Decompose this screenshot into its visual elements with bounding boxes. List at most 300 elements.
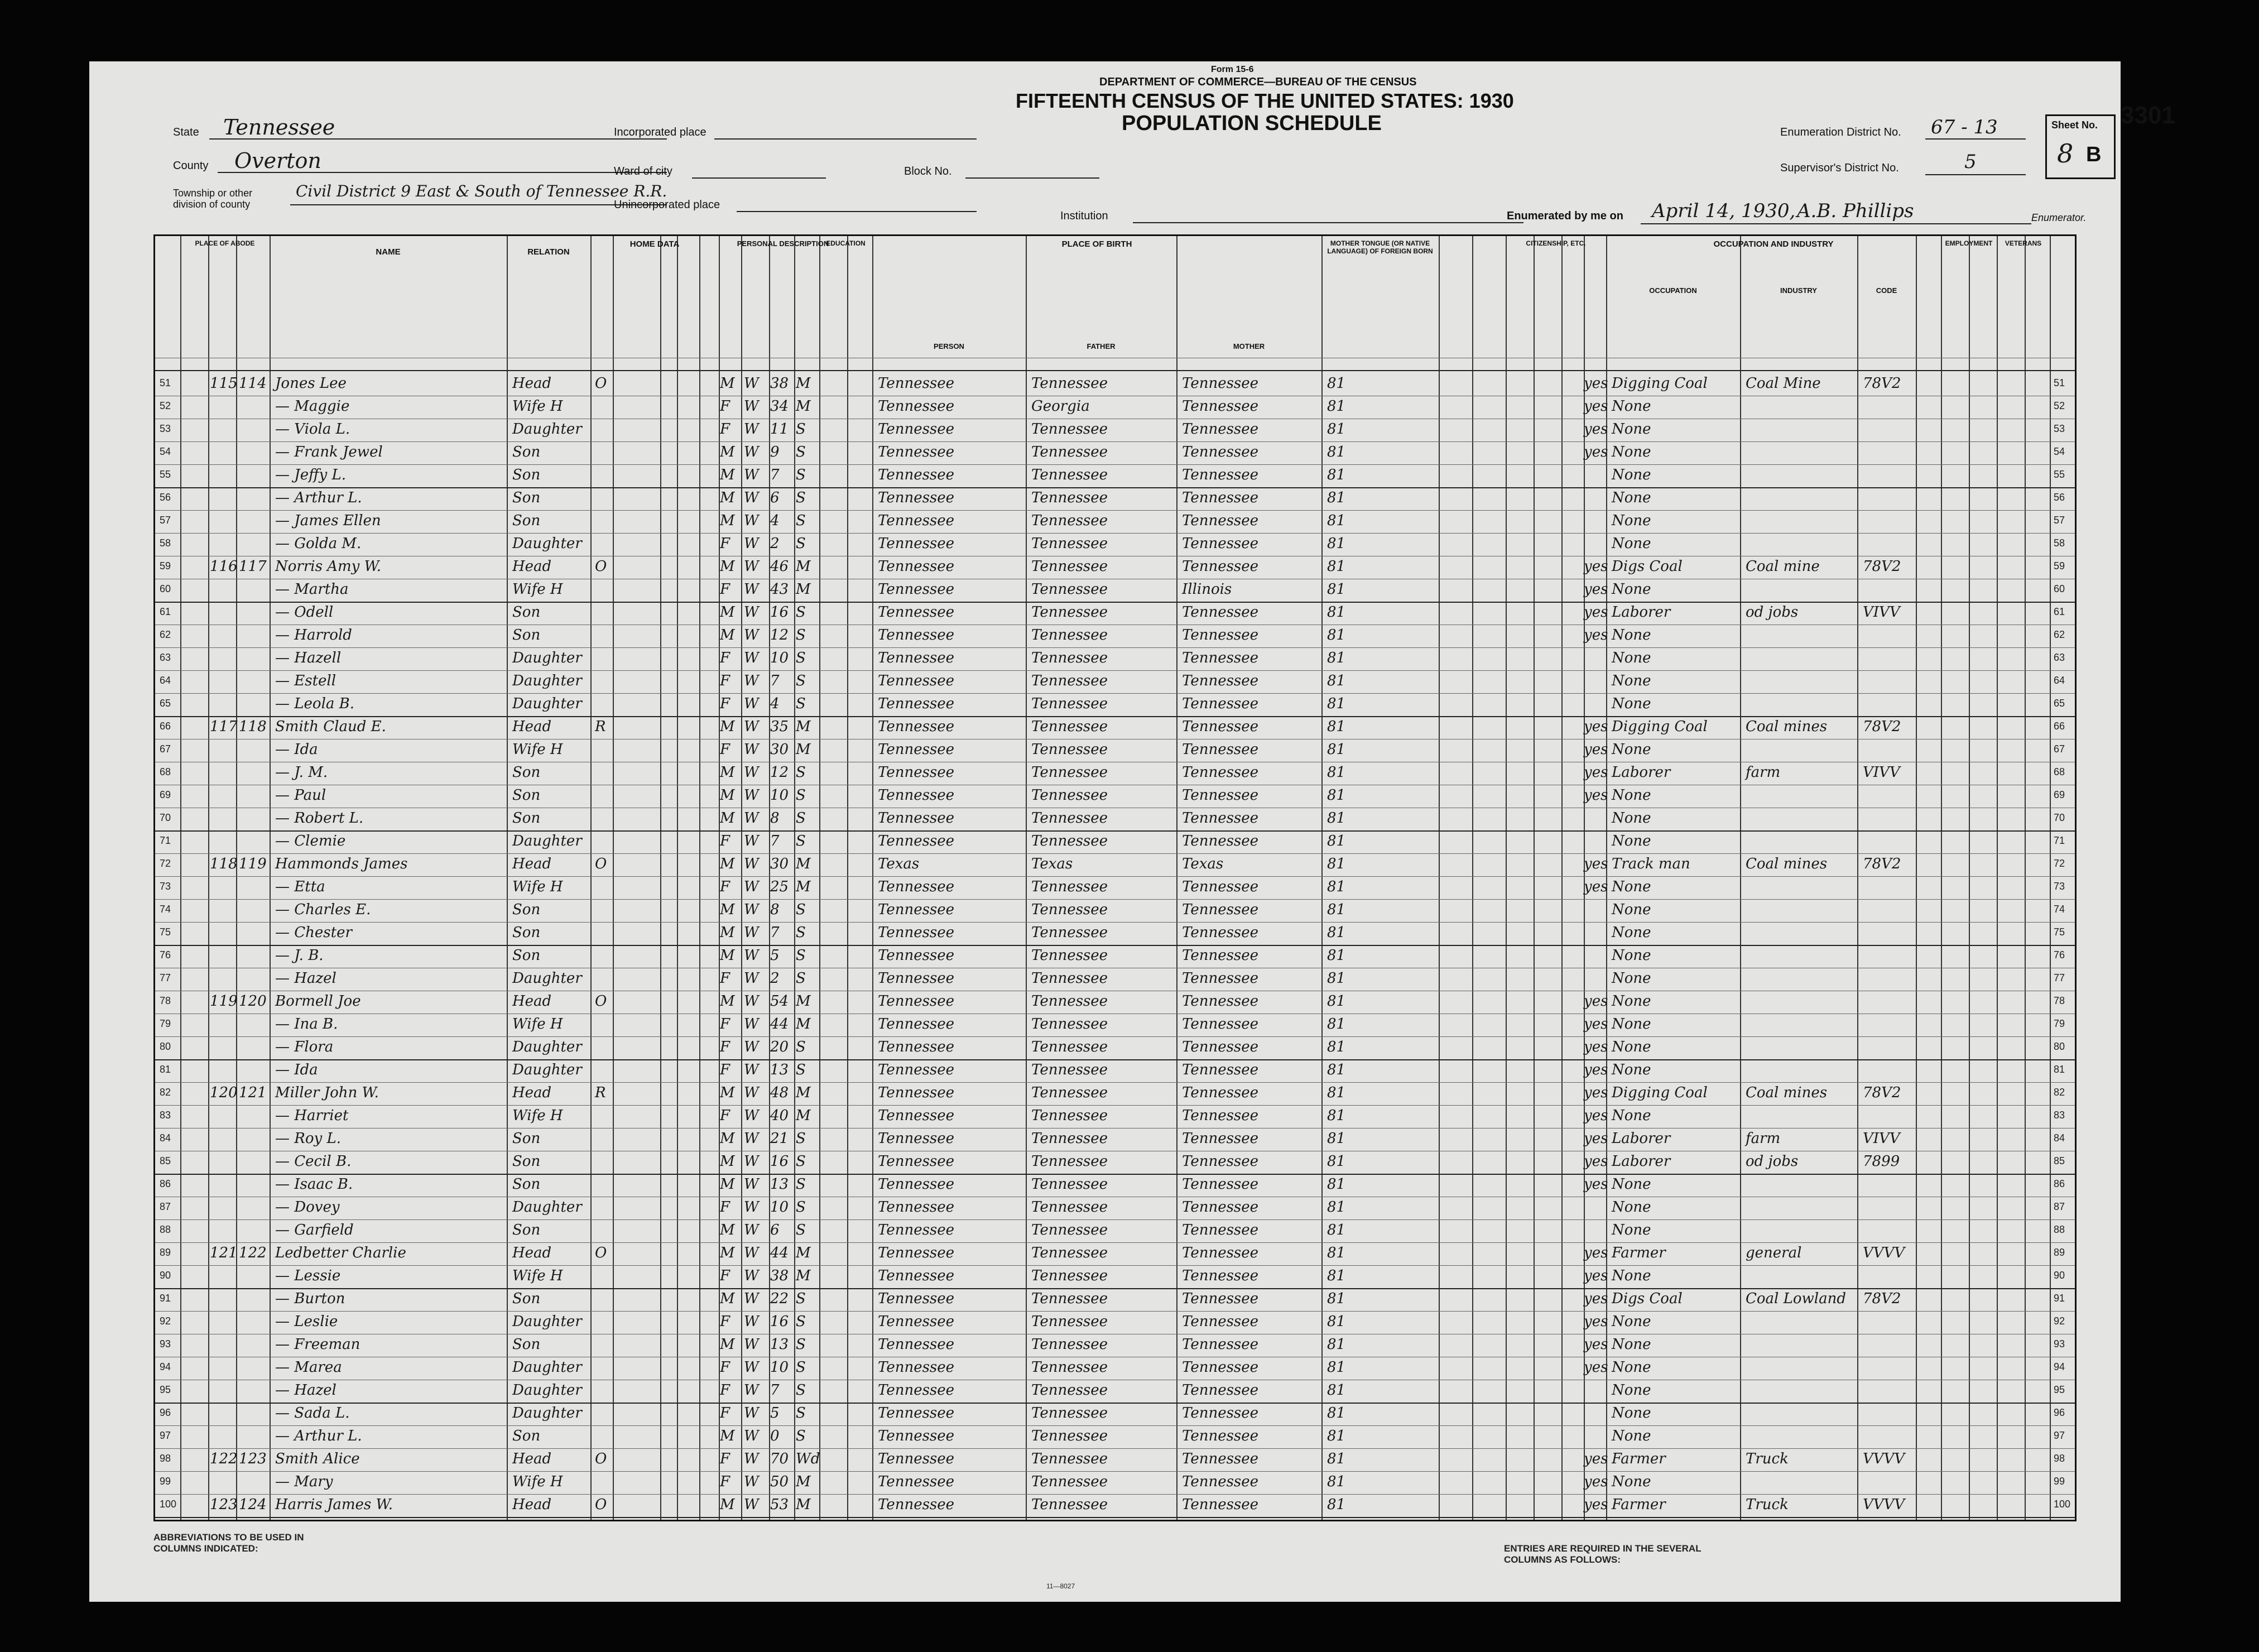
unincorporated-label: Unincorporated place: [614, 199, 720, 211]
cell-father: Tennessee: [1031, 1016, 1108, 1032]
cell-occupation: None: [1612, 1267, 1651, 1284]
cell-sex: M: [720, 1084, 735, 1101]
cell-sex: M: [720, 1153, 735, 1170]
cell-marital: S: [796, 1062, 806, 1078]
cell-age: 43: [770, 581, 789, 598]
cell-code: 81: [1327, 1267, 1346, 1284]
cell-mother: Tennessee: [1182, 1267, 1259, 1284]
cell-sex: M: [720, 444, 735, 460]
cell-code: 81: [1327, 1496, 1346, 1513]
cell-age: 46: [770, 558, 789, 575]
cell-race: W: [744, 1084, 759, 1101]
cell-dwelling: 116: [210, 558, 238, 575]
cell-mother: Illinois: [1182, 581, 1232, 598]
table-row: [155, 464, 2075, 487]
cell-occupation: Digging Coal: [1612, 375, 1708, 392]
cell-name: — Harriet: [275, 1107, 349, 1124]
cell-line: 54: [160, 446, 171, 457]
cell-age: 16: [770, 604, 789, 621]
cell-sex: F: [720, 581, 730, 598]
cell-mother: Tennessee: [1182, 421, 1259, 438]
cell-code: 81: [1327, 810, 1346, 827]
cell-occupation: None: [1612, 1039, 1651, 1055]
cell-race: W: [744, 1107, 759, 1124]
cell-father: Tennessee: [1031, 604, 1108, 621]
cell-person: Tennessee: [878, 924, 955, 941]
cell-ind-code: 78V2: [1863, 375, 1901, 392]
table-row: [155, 1082, 2075, 1104]
cell-occupation: Farmer: [1612, 1245, 1666, 1261]
cell-occupation: Digging Coal: [1612, 1084, 1708, 1101]
cell-mother: Tennessee: [1182, 787, 1259, 804]
cell-line: 52: [160, 400, 171, 411]
table-row: [155, 533, 2075, 555]
cell-occupation: None: [1612, 1062, 1651, 1078]
cell-family: 114: [239, 375, 267, 392]
table-row: [155, 419, 2075, 441]
line-number-right: 62: [2054, 629, 2065, 640]
cell-race: W: [744, 558, 759, 575]
table-row: [155, 625, 2075, 647]
cell-father: Tennessee: [1031, 741, 1108, 758]
cell-race: W: [744, 970, 759, 987]
cell-age: 8: [770, 901, 780, 918]
cell-name: — Golda M.: [275, 535, 362, 552]
cell-marital: M: [796, 718, 811, 735]
cell-father: Tennessee: [1031, 1107, 1108, 1124]
cell-person: Tennessee: [878, 787, 955, 804]
cell-name: — Martha: [275, 581, 349, 598]
cell-age: 38: [770, 1267, 789, 1284]
cell-name: — Isaac B.: [275, 1176, 353, 1193]
state-value: Tennessee: [223, 115, 335, 140]
subhead-father: FATHER: [1087, 342, 1116, 350]
cell-line: 74: [160, 904, 171, 915]
cell-relation: Daughter: [512, 673, 582, 689]
cell-race: W: [744, 1451, 759, 1467]
cell-person: Tennessee: [878, 1199, 955, 1216]
cell-age: 13: [770, 1176, 789, 1193]
cell-marital: S: [796, 1153, 806, 1170]
cell-age: 21: [770, 1130, 789, 1147]
cell-age: 30: [770, 741, 789, 758]
table-row: [155, 1219, 2075, 1242]
cell-mother: Tennessee: [1182, 993, 1259, 1010]
schedule-title: POPULATION SCHEDULE: [1122, 112, 1382, 135]
cell-occupation: None: [1612, 489, 1651, 506]
cell-race: W: [744, 901, 759, 918]
cell-marital: S: [796, 1359, 806, 1376]
cell-code: 81: [1327, 1222, 1346, 1238]
cell-line: 96: [160, 1407, 171, 1418]
line-number-right: 81: [2054, 1064, 2065, 1075]
cell-name: — Harrold: [275, 627, 352, 643]
cell-sex: F: [720, 1359, 730, 1376]
cell-age: 10: [770, 787, 789, 804]
cell-eng: yes: [1584, 1451, 1608, 1467]
sheet-number-box: [2045, 114, 2116, 179]
cell-marital: S: [796, 1336, 806, 1353]
cell-father: Tennessee: [1031, 718, 1108, 735]
cell-line: 59: [160, 560, 171, 572]
line-number-right: 69: [2054, 789, 2065, 800]
table-row: [155, 899, 2075, 921]
cell-person: Tennessee: [878, 421, 955, 438]
cell-relation: Son: [512, 512, 541, 529]
cell-person: Tennessee: [878, 444, 955, 460]
cell-sex: F: [720, 1039, 730, 1055]
line-number-right: 83: [2054, 1110, 2065, 1121]
cell-code: 81: [1327, 581, 1346, 598]
cell-marital: S: [796, 1039, 806, 1055]
cell-race: W: [744, 627, 759, 643]
cell-occupation: None: [1612, 627, 1651, 643]
cell-occupation: None: [1612, 901, 1651, 918]
cell-person: Tennessee: [878, 810, 955, 827]
cell-occupation: None: [1612, 878, 1651, 895]
cell-marital: S: [796, 1313, 806, 1330]
cell-sex: F: [720, 650, 730, 666]
cell-name: Ledbetter Charlie: [275, 1245, 406, 1261]
line-number-right: 97: [2054, 1430, 2065, 1441]
cell-occupation: None: [1612, 535, 1651, 552]
cell-name: — Leslie: [275, 1313, 338, 1330]
cell-race: W: [744, 718, 759, 735]
cell-occupation: Laborer: [1612, 604, 1671, 621]
cell-race: W: [744, 1039, 759, 1055]
cell-occupation: Digging Coal: [1612, 718, 1708, 735]
table-row: [155, 716, 2075, 738]
cell-person: Tennessee: [878, 512, 955, 529]
cell-ind-code: 78V2: [1863, 856, 1901, 872]
cell-line: 82: [160, 1087, 171, 1098]
cell-age: 48: [770, 1084, 789, 1101]
cell-line: 53: [160, 423, 171, 434]
line-number-right: 90: [2054, 1270, 2065, 1281]
cell-name: — Paul: [275, 787, 326, 804]
cell-age: 6: [770, 1222, 780, 1238]
table-row: [155, 1311, 2075, 1333]
cell-mother: Tennessee: [1182, 1084, 1259, 1101]
cell-eng: yes: [1584, 787, 1608, 804]
cell-sex: M: [720, 512, 735, 529]
cell-father: Tennessee: [1031, 695, 1108, 712]
cell-father: Tennessee: [1031, 1473, 1108, 1490]
cell-line: 95: [160, 1384, 171, 1395]
cell-person: Tennessee: [878, 1359, 955, 1376]
subhead-industry: INDUSTRY: [1780, 286, 1817, 295]
table-row: [155, 396, 2075, 418]
cell-industry: Coal mines: [1746, 1084, 1828, 1101]
cell-age: 7: [770, 833, 780, 849]
township-label: Township or other division of county: [173, 188, 253, 210]
cell-relation: Son: [512, 1336, 541, 1353]
cell-code: 81: [1327, 878, 1346, 895]
cell-marital: M: [796, 1496, 811, 1513]
cell-person: Tennessee: [878, 1473, 955, 1490]
cell-mother: Tennessee: [1182, 947, 1259, 964]
enum-district-value: 67 - 13: [1931, 116, 1998, 138]
cell-code: 81: [1327, 718, 1346, 735]
cell-person: Tennessee: [878, 1130, 955, 1147]
cell-marital: M: [796, 1473, 811, 1490]
supervisor-label: Supervisor's District No.: [1780, 162, 1899, 174]
cell-age: 22: [770, 1290, 789, 1307]
cell-person: Tennessee: [878, 1405, 955, 1422]
cell-code: 81: [1327, 947, 1346, 964]
cell-line: 89: [160, 1247, 171, 1258]
cell-marital: M: [796, 375, 811, 392]
cell-relation: Son: [512, 444, 541, 460]
cell-marital: S: [796, 1382, 806, 1399]
cell-code: 81: [1327, 1451, 1346, 1467]
cell-race: W: [744, 1382, 759, 1399]
cell-person: Tennessee: [878, 1451, 955, 1467]
cell-occupation: None: [1612, 810, 1651, 827]
cell-occupation: Farmer: [1612, 1451, 1666, 1467]
cell-code: 81: [1327, 1130, 1346, 1147]
cell-line: 57: [160, 515, 171, 526]
cell-marital: S: [796, 1405, 806, 1422]
state-label: State: [173, 126, 199, 138]
cell-name: — Etta: [275, 878, 325, 895]
cell-occupation: None: [1612, 1428, 1651, 1444]
cell-sex: F: [720, 673, 730, 689]
table-row: [155, 922, 2075, 944]
cell-eng: yes: [1584, 878, 1608, 895]
cell-eng: yes: [1584, 1290, 1608, 1307]
cell-person: Tennessee: [878, 993, 955, 1010]
cell-father: Tennessee: [1031, 1359, 1108, 1376]
line-number-right: 75: [2054, 926, 2065, 938]
cell-father: Tennessee: [1031, 535, 1108, 552]
cell-occupation: None: [1612, 581, 1651, 598]
line-number-right: 93: [2054, 1338, 2065, 1350]
enumerated-date: April 14, 1930,: [1652, 200, 1796, 222]
cell-code: 81: [1327, 650, 1346, 666]
cell-sex: M: [720, 1496, 735, 1513]
cell-mother: Tennessee: [1182, 1359, 1259, 1376]
cell-name: — Frank Jewel: [275, 444, 383, 460]
cell-line: 84: [160, 1132, 171, 1144]
table-row: [155, 441, 2075, 464]
cell-age: 54: [770, 993, 789, 1010]
cell-father: Tennessee: [1031, 467, 1108, 483]
cell-race: W: [744, 375, 759, 392]
cell-family: 122: [239, 1245, 267, 1261]
cell-person: Tennessee: [878, 1107, 955, 1124]
table-row: [155, 693, 2075, 715]
cell-age: 12: [770, 627, 789, 643]
line-number-right: 74: [2054, 904, 2065, 915]
cell-father: Tennessee: [1031, 810, 1108, 827]
cell-age: 11: [770, 421, 789, 438]
cell-marital: M: [796, 398, 811, 415]
cell-line: 66: [160, 721, 171, 732]
cell-code: 81: [1327, 1107, 1346, 1124]
cell-dwelling: 119: [210, 993, 238, 1010]
cell-relation: Daughter: [512, 1382, 582, 1399]
cell-relation: Wife H: [512, 1107, 563, 1124]
table-row: [155, 1288, 2075, 1310]
cell-race: W: [744, 1428, 759, 1444]
cell-marital: S: [796, 787, 806, 804]
cell-person: Tennessee: [878, 604, 955, 621]
cell-mother: Tennessee: [1182, 1405, 1259, 1422]
table-row: [155, 785, 2075, 807]
cell-age: 10: [770, 1359, 789, 1376]
cell-occupation: Digs Coal: [1612, 1290, 1683, 1307]
cell-code: 81: [1327, 833, 1346, 849]
cell-person: Tennessee: [878, 695, 955, 712]
cell-age: 44: [770, 1016, 789, 1032]
cell-industry: od jobs: [1746, 1153, 1799, 1170]
cell-relation: Son: [512, 1176, 541, 1193]
cell-relation: Son: [512, 787, 541, 804]
cell-person: Tennessee: [878, 741, 955, 758]
cell-occupation: None: [1612, 673, 1651, 689]
cell-name: Hammonds James: [275, 856, 408, 872]
cell-person: Tennessee: [878, 398, 955, 415]
group-abode: PLACE OF ABODE: [195, 239, 255, 247]
cell-sex: F: [720, 741, 730, 758]
cell-name: — Roy L.: [275, 1130, 341, 1147]
cell-sex: M: [720, 604, 735, 621]
cell-sex: M: [720, 901, 735, 918]
table-row: [155, 808, 2075, 830]
table-row: [155, 1151, 2075, 1173]
cell-tenure: O: [595, 993, 607, 1010]
cell-relation: Head: [512, 718, 552, 735]
cell-line: 86: [160, 1178, 171, 1189]
cell-family: 119: [239, 856, 267, 872]
cell-code: 81: [1327, 535, 1346, 552]
table-row: [155, 945, 2075, 967]
cell-father: Tennessee: [1031, 833, 1108, 849]
cell-name: — Dovey: [275, 1199, 340, 1216]
cell-father: Tennessee: [1031, 1039, 1108, 1055]
cell-occupation: None: [1612, 695, 1651, 712]
cell-line: 73: [160, 881, 171, 892]
table-row: [155, 739, 2075, 761]
cell-marital: S: [796, 833, 806, 849]
cell-race: W: [744, 444, 759, 460]
cell-relation: Daughter: [512, 833, 582, 849]
line-number-right: 79: [2054, 1018, 2065, 1029]
cell-code: 81: [1327, 1062, 1346, 1078]
cell-father: Tennessee: [1031, 1222, 1108, 1238]
cell-line: 97: [160, 1430, 171, 1441]
cell-ind-code: VVVV: [1863, 1496, 1905, 1513]
cell-father: Tennessee: [1031, 1062, 1108, 1078]
cell-person: Tennessee: [878, 558, 955, 575]
cell-mother: Tennessee: [1182, 1336, 1259, 1353]
line-number-right: 66: [2054, 721, 2065, 732]
cell-sex: M: [720, 810, 735, 827]
line-number-right: 89: [2054, 1247, 2065, 1258]
cell-ind-code: 78V2: [1863, 1290, 1901, 1307]
cell-age: 50: [770, 1473, 789, 1490]
cell-industry: Coal mine: [1746, 558, 1820, 575]
cell-code: 81: [1327, 1336, 1346, 1353]
cell-race: W: [744, 1130, 759, 1147]
cell-occupation: None: [1612, 1405, 1651, 1422]
cell-mother: Tennessee: [1182, 467, 1259, 483]
line-number-right: 65: [2054, 698, 2065, 709]
cell-name: — J. B.: [275, 947, 324, 964]
cell-industry: general: [1746, 1245, 1802, 1261]
cell-line: 83: [160, 1110, 171, 1121]
cell-person: Tennessee: [878, 1084, 955, 1101]
cell-sex: M: [720, 1130, 735, 1147]
cell-code: 81: [1327, 1313, 1346, 1330]
cell-line: 90: [160, 1270, 171, 1281]
cell-father: Tennessee: [1031, 627, 1108, 643]
cell-eng: yes: [1584, 1245, 1608, 1261]
cell-marital: S: [796, 1130, 806, 1147]
cell-marital: S: [796, 627, 806, 643]
cell-name: — Marea: [275, 1359, 342, 1376]
cell-eng: yes: [1584, 1336, 1608, 1353]
cell-sex: F: [720, 695, 730, 712]
cell-relation: Son: [512, 1222, 541, 1238]
cell-sex: F: [720, 1313, 730, 1330]
table-row: [155, 556, 2075, 578]
table-row: [155, 373, 2075, 395]
cell-race: W: [744, 787, 759, 804]
cell-occupation: None: [1612, 650, 1651, 666]
cell-mother: Tennessee: [1182, 1313, 1259, 1330]
cell-name: Harris James W.: [275, 1496, 393, 1513]
line-number-right: 54: [2054, 446, 2065, 457]
cell-mother: Tennessee: [1182, 673, 1259, 689]
cell-sex: F: [720, 398, 730, 415]
cell-sex: M: [720, 375, 735, 392]
line-number-right: 53: [2054, 423, 2065, 434]
cell-age: 4: [770, 512, 780, 529]
cell-sex: M: [720, 627, 735, 643]
cell-occupation: Laborer: [1612, 764, 1671, 781]
cell-person: Tennessee: [878, 901, 955, 918]
cell-age: 7: [770, 924, 780, 941]
cell-line: 62: [160, 629, 171, 640]
cell-industry: od jobs: [1746, 604, 1799, 621]
cell-industry: Coal Mine: [1746, 375, 1821, 392]
cell-eng: yes: [1584, 764, 1608, 781]
cell-age: 53: [770, 1496, 789, 1513]
cell-person: Tennessee: [878, 1382, 955, 1399]
cell-ind-code: 7899: [1863, 1153, 1900, 1170]
cell-relation: Wife H: [512, 1267, 563, 1284]
cell-person: Tennessee: [878, 878, 955, 895]
cell-code: 81: [1327, 1176, 1346, 1193]
cell-person: Tennessee: [878, 833, 955, 849]
cell-code: 81: [1327, 558, 1346, 575]
cell-name: — Ina B.: [275, 1016, 338, 1032]
cell-mother: Tennessee: [1182, 1496, 1259, 1513]
cell-relation: Wife H: [512, 1016, 563, 1032]
table-row: [155, 1448, 2075, 1471]
cell-sex: M: [720, 787, 735, 804]
cell-code: 81: [1327, 993, 1346, 1010]
line-number-right: 95: [2054, 1384, 2065, 1395]
cell-race: W: [744, 878, 759, 895]
cell-age: 9: [770, 444, 780, 460]
cell-mother: Tennessee: [1182, 833, 1259, 849]
cell-line: 76: [160, 949, 171, 961]
cell-marital: S: [796, 512, 806, 529]
cell-occupation: None: [1612, 924, 1651, 941]
